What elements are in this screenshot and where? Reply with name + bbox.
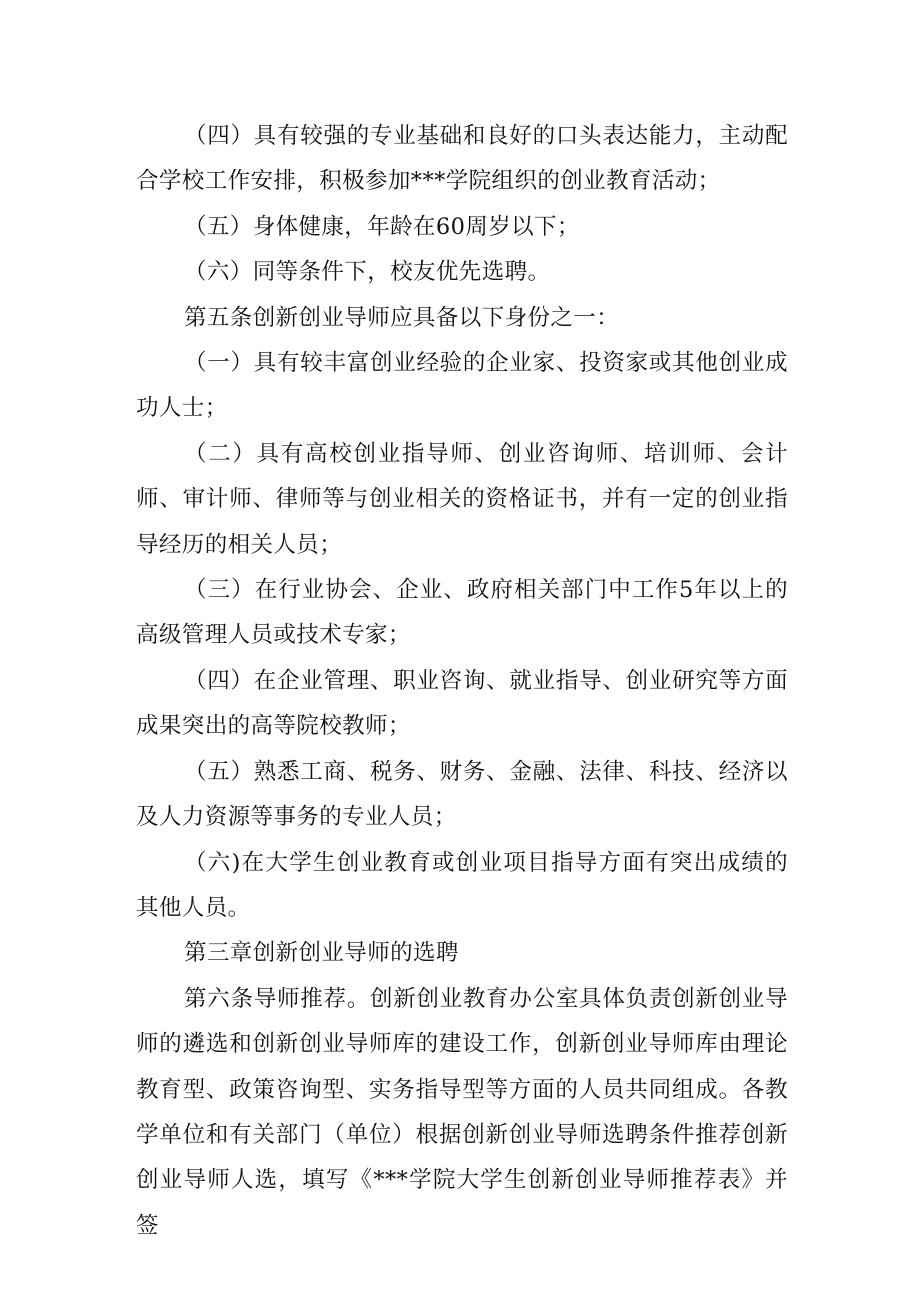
paragraph-identity-6: （六)在大学生创业教育或创业项目指导方面有突出成绩的其他人员。	[136, 849, 788, 921]
paragraph-identity-1: （一）具有较丰富创业经验的企业家、投资家或其他创业成功人士；	[136, 350, 788, 422]
chapter-3-heading: 第三章创新创业导师的选聘	[184, 940, 459, 967]
paragraph-identity-5: （五）熟悉工商、税务、财务、金融、法律、科技、经济以及人力资源等事务的专业人员；	[136, 758, 788, 831]
paragraph-item-4-requirement: （四）具有较强的专业基础和良好的口头表达能力，主动配合学校工作安排，积极参加***学院组织的创业教育活动；	[136, 123, 788, 195]
article-5-heading: 第五条创新创业导师应具备以下身份之一：	[184, 304, 620, 331]
document-body	[136, 114, 788, 1249]
paragraph-item-5-requirement: （五）身体健康，年龄在60周岁以下；	[184, 213, 580, 240]
paragraph-identity-3: （三）在行业协会、企业、政府相关部门中工作5年以上的高级管理人员或技术专家；	[136, 577, 788, 649]
paragraph-identity-4: （四）在企业管理、职业咨询、就业指导、创业研究等方面成果突出的高等院校教师；	[136, 667, 788, 740]
paragraph-item-6-requirement: （六）同等条件下，校友优先选聘。	[184, 259, 551, 286]
article-6-paragraph: 第六条导师推荐。创新创业教育办公室具体负责创新创业导师的遴选和创新创业导师库的建设工作，创新创业导师库由理论教育型、政策咨询型、实务指导型等方面的人员共同组成。各教学单位和有关部门（单位）根据创新创业导师选聘条件推荐创新创业导师人选，填写《***学院大学生创新创业导师推荐表》并签	[136, 985, 788, 1239]
paragraph-identity-2: （二）具有高校创业指导师、创业咨询师、培训师、会计师、审计师、律师等与创业相关的资格证书，并有一定的创业指导经历的相关人员；	[136, 440, 788, 558]
